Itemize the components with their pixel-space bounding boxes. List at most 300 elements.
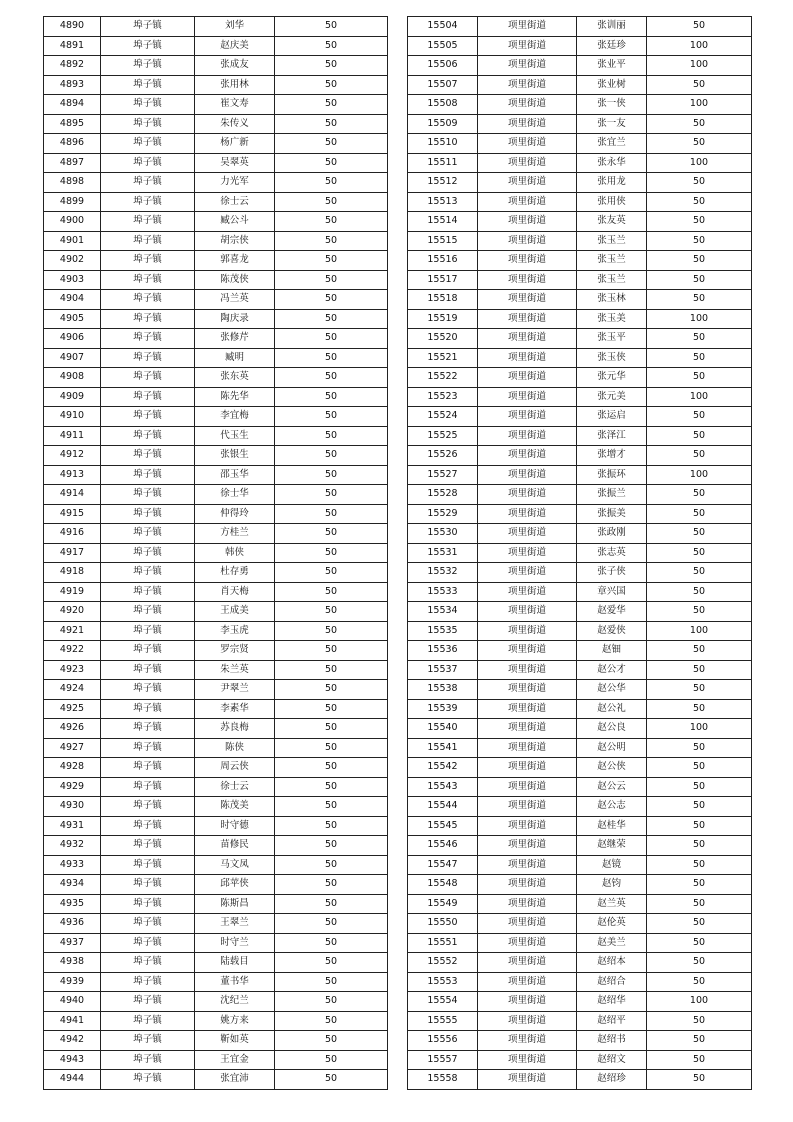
town-cell: 埠子镇: [101, 953, 195, 973]
name-cell: 马文凤: [195, 855, 275, 875]
amount-cell: 50: [275, 329, 388, 349]
table-row: [408, 426, 752, 446]
town-cell: 埠子镇: [101, 680, 195, 700]
name-cell: 徐士华: [195, 485, 275, 505]
town-cell: 埠子镇: [101, 621, 195, 641]
name-cell: 张一侠: [577, 95, 647, 115]
town-cell: 项里街道: [478, 758, 577, 778]
id-cell: 4907: [44, 348, 101, 368]
amount-cell: 100: [647, 309, 752, 329]
amount-cell: 50: [275, 446, 388, 466]
name-cell: 陈茂侠: [195, 270, 275, 290]
table-row: [44, 251, 388, 271]
town-cell: 埠子镇: [101, 836, 195, 856]
amount-cell: 50: [275, 95, 388, 115]
id-cell: 15535: [408, 621, 478, 641]
name-cell: 赵爱侠: [577, 621, 647, 641]
name-cell: 张一友: [577, 114, 647, 134]
id-cell: 15521: [408, 348, 478, 368]
id-cell: 4893: [44, 75, 101, 95]
id-cell: 15520: [408, 329, 478, 349]
right-table: [407, 16, 752, 1090]
town-cell: 项里街道: [478, 407, 577, 427]
name-cell: 张宜沛: [195, 1070, 275, 1090]
right-table-body: [408, 17, 752, 1090]
id-cell: 15505: [408, 36, 478, 56]
amount-cell: 50: [647, 777, 752, 797]
name-cell: 力光军: [195, 173, 275, 193]
table-row: [44, 855, 388, 875]
amount-cell: 50: [275, 1050, 388, 1070]
amount-cell: 50: [647, 173, 752, 193]
name-cell: 张银生: [195, 446, 275, 466]
name-cell: 赵绍平: [577, 1011, 647, 1031]
table-row: [408, 875, 752, 895]
name-cell: 时守兰: [195, 933, 275, 953]
table-row: [44, 875, 388, 895]
id-cell: 15528: [408, 485, 478, 505]
id-cell: 4909: [44, 387, 101, 407]
table-row: [44, 524, 388, 544]
table-row: [408, 602, 752, 622]
id-cell: 4899: [44, 192, 101, 212]
amount-cell: 50: [647, 504, 752, 524]
town-cell: 项里街道: [478, 816, 577, 836]
id-cell: 15531: [408, 543, 478, 563]
table-row: [408, 914, 752, 934]
id-cell: 15547: [408, 855, 478, 875]
table-row: [44, 485, 388, 505]
town-cell: 项里街道: [478, 641, 577, 661]
id-cell: 15554: [408, 992, 478, 1012]
id-cell: 4930: [44, 797, 101, 817]
id-cell: 4919: [44, 582, 101, 602]
table-row: [44, 543, 388, 563]
id-cell: 15507: [408, 75, 478, 95]
table-row: [408, 231, 752, 251]
amount-cell: 50: [647, 563, 752, 583]
id-cell: 15518: [408, 290, 478, 310]
town-cell: 埠子镇: [101, 17, 195, 37]
id-cell: 15509: [408, 114, 478, 134]
id-cell: 4937: [44, 933, 101, 953]
table-row: [408, 446, 752, 466]
amount-cell: 50: [647, 641, 752, 661]
amount-cell: 50: [275, 56, 388, 76]
town-cell: 项里街道: [478, 36, 577, 56]
town-cell: 埠子镇: [101, 660, 195, 680]
amount-cell: 50: [647, 290, 752, 310]
amount-cell: 50: [275, 699, 388, 719]
id-cell: 15533: [408, 582, 478, 602]
name-cell: 张玉侠: [577, 348, 647, 368]
table-row: [44, 660, 388, 680]
table-row: [408, 621, 752, 641]
id-cell: 15514: [408, 212, 478, 232]
name-cell: 仲得玲: [195, 504, 275, 524]
amount-cell: 50: [647, 758, 752, 778]
name-cell: 陶庆录: [195, 309, 275, 329]
id-cell: 4904: [44, 290, 101, 310]
town-cell: 埠子镇: [101, 816, 195, 836]
town-cell: 项里街道: [478, 1011, 577, 1031]
table-row: [44, 387, 388, 407]
id-cell: 4901: [44, 231, 101, 251]
amount-cell: 50: [275, 816, 388, 836]
town-cell: 项里街道: [478, 777, 577, 797]
amount-cell: 100: [647, 95, 752, 115]
name-cell: 赵绍合: [577, 972, 647, 992]
table-row: [408, 855, 752, 875]
amount-cell: 50: [275, 933, 388, 953]
id-cell: 4916: [44, 524, 101, 544]
id-cell: 4941: [44, 1011, 101, 1031]
town-cell: 项里街道: [478, 75, 577, 95]
amount-cell: 50: [647, 836, 752, 856]
id-cell: 4891: [44, 36, 101, 56]
amount-cell: 50: [275, 290, 388, 310]
name-cell: 张元美: [577, 387, 647, 407]
id-cell: 15523: [408, 387, 478, 407]
town-cell: 埠子镇: [101, 192, 195, 212]
town-cell: 埠子镇: [101, 329, 195, 349]
amount-cell: 50: [275, 992, 388, 1012]
name-cell: 臧公斗: [195, 212, 275, 232]
town-cell: 埠子镇: [101, 75, 195, 95]
amount-cell: 50: [275, 602, 388, 622]
amount-cell: 50: [647, 972, 752, 992]
id-cell: 15511: [408, 153, 478, 173]
table-row: [408, 134, 752, 154]
amount-cell: 50: [647, 524, 752, 544]
amount-cell: 100: [647, 387, 752, 407]
table-row: [44, 992, 388, 1012]
amount-cell: 50: [647, 1070, 752, 1090]
amount-cell: 50: [647, 270, 752, 290]
id-cell: 4918: [44, 563, 101, 583]
id-cell: 15530: [408, 524, 478, 544]
table-row: [408, 114, 752, 134]
name-cell: 赵爱华: [577, 602, 647, 622]
amount-cell: 50: [275, 797, 388, 817]
table-row: [408, 719, 752, 739]
town-cell: 项里街道: [478, 933, 577, 953]
name-cell: 陈侠: [195, 738, 275, 758]
amount-cell: 50: [275, 1031, 388, 1051]
name-cell: 张东英: [195, 368, 275, 388]
amount-cell: 50: [647, 1011, 752, 1031]
table-row: [408, 816, 752, 836]
town-cell: 埠子镇: [101, 212, 195, 232]
town-cell: 埠子镇: [101, 368, 195, 388]
amount-cell: 50: [647, 602, 752, 622]
table-row: [408, 797, 752, 817]
table-row: [408, 777, 752, 797]
name-cell: 赵绍本: [577, 953, 647, 973]
table-row: [408, 836, 752, 856]
table-row: [44, 231, 388, 251]
id-cell: 15513: [408, 192, 478, 212]
table-row: [44, 582, 388, 602]
table-row: [44, 1070, 388, 1090]
id-cell: 4939: [44, 972, 101, 992]
id-cell: 15516: [408, 251, 478, 271]
town-cell: 项里街道: [478, 504, 577, 524]
amount-cell: 100: [647, 992, 752, 1012]
town-cell: 埠子镇: [101, 485, 195, 505]
name-cell: 陈斯昌: [195, 894, 275, 914]
table-row: [44, 56, 388, 76]
town-cell: 项里街道: [478, 426, 577, 446]
id-cell: 15536: [408, 641, 478, 661]
id-cell: 15512: [408, 173, 478, 193]
id-cell: 15524: [408, 407, 478, 427]
amount-cell: 50: [647, 933, 752, 953]
name-cell: 张用侠: [577, 192, 647, 212]
town-cell: 项里街道: [478, 797, 577, 817]
amount-cell: 50: [275, 894, 388, 914]
name-cell: 张子侠: [577, 563, 647, 583]
name-cell: 徐士云: [195, 777, 275, 797]
name-cell: 赵镜: [577, 855, 647, 875]
id-cell: 4908: [44, 368, 101, 388]
name-cell: 胡宗侠: [195, 231, 275, 251]
id-cell: 4894: [44, 95, 101, 115]
town-cell: 项里街道: [478, 114, 577, 134]
id-cell: 4915: [44, 504, 101, 524]
table-row: [408, 1070, 752, 1090]
town-cell: 埠子镇: [101, 933, 195, 953]
id-cell: 4936: [44, 914, 101, 934]
name-cell: 董书华: [195, 972, 275, 992]
id-cell: 4917: [44, 543, 101, 563]
table-row: [44, 368, 388, 388]
name-cell: 时守德: [195, 816, 275, 836]
town-cell: 埠子镇: [101, 504, 195, 524]
id-cell: 15504: [408, 17, 478, 37]
id-cell: 15556: [408, 1031, 478, 1051]
name-cell: 张业树: [577, 75, 647, 95]
town-cell: 埠子镇: [101, 719, 195, 739]
name-cell: 张振兰: [577, 485, 647, 505]
town-cell: 项里街道: [478, 543, 577, 563]
id-cell: 15539: [408, 699, 478, 719]
name-cell: 张训丽: [577, 17, 647, 37]
town-cell: 项里街道: [478, 1070, 577, 1090]
amount-cell: 50: [275, 777, 388, 797]
town-cell: 项里街道: [478, 329, 577, 349]
id-cell: 15546: [408, 836, 478, 856]
name-cell: 肖天梅: [195, 582, 275, 602]
amount-cell: 50: [647, 348, 752, 368]
amount-cell: 50: [275, 504, 388, 524]
name-cell: 崔文寿: [195, 95, 275, 115]
town-cell: 项里街道: [478, 914, 577, 934]
table-row: [44, 836, 388, 856]
amount-cell: 50: [275, 1011, 388, 1031]
amount-cell: 50: [275, 407, 388, 427]
amount-cell: 100: [647, 153, 752, 173]
amount-cell: 50: [275, 543, 388, 563]
name-cell: 李玉虎: [195, 621, 275, 641]
id-cell: 4914: [44, 485, 101, 505]
name-cell: 李素华: [195, 699, 275, 719]
table-row: [408, 270, 752, 290]
table-row: [44, 114, 388, 134]
table-row: [44, 426, 388, 446]
town-cell: 项里街道: [478, 290, 577, 310]
id-cell: 15540: [408, 719, 478, 739]
town-cell: 项里街道: [478, 1031, 577, 1051]
town-cell: 项里街道: [478, 231, 577, 251]
name-cell: 张政刚: [577, 524, 647, 544]
id-cell: 4929: [44, 777, 101, 797]
table-row: [408, 953, 752, 973]
id-cell: 15519: [408, 309, 478, 329]
amount-cell: 50: [275, 582, 388, 602]
id-cell: 4944: [44, 1070, 101, 1090]
id-cell: 4892: [44, 56, 101, 76]
id-cell: 4924: [44, 680, 101, 700]
name-cell: 陈先华: [195, 387, 275, 407]
town-cell: 项里街道: [478, 875, 577, 895]
amount-cell: 50: [275, 1070, 388, 1090]
table-row: [44, 212, 388, 232]
table-row: [44, 173, 388, 193]
town-cell: 项里街道: [478, 173, 577, 193]
name-cell: 苏良梅: [195, 719, 275, 739]
town-cell: 埠子镇: [101, 348, 195, 368]
name-cell: 赵公云: [577, 777, 647, 797]
name-cell: 张修芹: [195, 329, 275, 349]
amount-cell: 50: [647, 446, 752, 466]
name-cell: 赵公华: [577, 680, 647, 700]
name-cell: 李宜梅: [195, 407, 275, 427]
id-cell: 15551: [408, 933, 478, 953]
id-cell: 15545: [408, 816, 478, 836]
table-row: [408, 660, 752, 680]
id-cell: 15543: [408, 777, 478, 797]
table-row: [44, 563, 388, 583]
name-cell: 赵庆美: [195, 36, 275, 56]
town-cell: 埠子镇: [101, 1031, 195, 1051]
amount-cell: 50: [275, 348, 388, 368]
table-row: [408, 1011, 752, 1031]
name-cell: 赵公志: [577, 797, 647, 817]
name-cell: 张宜兰: [577, 134, 647, 154]
name-cell: 邵玉华: [195, 465, 275, 485]
id-cell: 4905: [44, 309, 101, 329]
name-cell: 王成美: [195, 602, 275, 622]
town-cell: 项里街道: [478, 524, 577, 544]
town-cell: 埠子镇: [101, 914, 195, 934]
town-cell: 埠子镇: [101, 407, 195, 427]
name-cell: 赵公侠: [577, 758, 647, 778]
town-cell: 项里街道: [478, 719, 577, 739]
name-cell: 赵钿: [577, 641, 647, 661]
town-cell: 项里街道: [478, 894, 577, 914]
table-row: [44, 153, 388, 173]
town-cell: 项里街道: [478, 134, 577, 154]
amount-cell: 50: [647, 212, 752, 232]
table-row: [408, 972, 752, 992]
name-cell: 邱苹侠: [195, 875, 275, 895]
name-cell: 杜存勇: [195, 563, 275, 583]
town-cell: 埠子镇: [101, 465, 195, 485]
id-cell: 15537: [408, 660, 478, 680]
id-cell: 4895: [44, 114, 101, 134]
table-row: [408, 212, 752, 232]
amount-cell: 50: [275, 153, 388, 173]
town-cell: 埠子镇: [101, 1070, 195, 1090]
town-cell: 埠子镇: [101, 290, 195, 310]
town-cell: 项里街道: [478, 855, 577, 875]
town-cell: 埠子镇: [101, 699, 195, 719]
amount-cell: 50: [275, 114, 388, 134]
amount-cell: 50: [275, 563, 388, 583]
name-cell: 姚方来: [195, 1011, 275, 1031]
id-cell: 15508: [408, 95, 478, 115]
town-cell: 埠子镇: [101, 1011, 195, 1031]
name-cell: 张泽江: [577, 426, 647, 446]
amount-cell: 50: [647, 953, 752, 973]
town-cell: 项里街道: [478, 348, 577, 368]
name-cell: 朱传义: [195, 114, 275, 134]
id-cell: 4932: [44, 836, 101, 856]
town-cell: 埠子镇: [101, 270, 195, 290]
id-cell: 15553: [408, 972, 478, 992]
amount-cell: 50: [647, 914, 752, 934]
table-row: [408, 17, 752, 37]
amount-cell: 50: [647, 114, 752, 134]
id-cell: 4920: [44, 602, 101, 622]
amount-cell: 50: [647, 855, 752, 875]
name-cell: 张永华: [577, 153, 647, 173]
town-cell: 埠子镇: [101, 972, 195, 992]
amount-cell: 50: [275, 719, 388, 739]
town-cell: 埠子镇: [101, 894, 195, 914]
table-row: [408, 1031, 752, 1051]
id-cell: 15557: [408, 1050, 478, 1070]
town-cell: 项里街道: [478, 992, 577, 1012]
id-cell: 4897: [44, 153, 101, 173]
amount-cell: 50: [275, 212, 388, 232]
id-cell: 4942: [44, 1031, 101, 1051]
name-cell: 张增才: [577, 446, 647, 466]
amount-cell: 50: [275, 738, 388, 758]
amount-cell: 50: [275, 953, 388, 973]
town-cell: 埠子镇: [101, 543, 195, 563]
table-row: [408, 485, 752, 505]
table-row: [44, 641, 388, 661]
id-cell: 15558: [408, 1070, 478, 1090]
name-cell: 赵公良: [577, 719, 647, 739]
table-row: [408, 465, 752, 485]
amount-cell: 50: [647, 582, 752, 602]
name-cell: 杨广新: [195, 134, 275, 154]
amount-cell: 50: [647, 1031, 752, 1051]
amount-cell: 50: [647, 231, 752, 251]
amount-cell: 50: [275, 134, 388, 154]
id-cell: 4931: [44, 816, 101, 836]
amount-cell: 50: [647, 407, 752, 427]
table-row: [44, 816, 388, 836]
amount-cell: 50: [647, 75, 752, 95]
table-row: [408, 290, 752, 310]
amount-cell: 50: [647, 17, 752, 37]
id-cell: 15538: [408, 680, 478, 700]
amount-cell: 100: [647, 621, 752, 641]
